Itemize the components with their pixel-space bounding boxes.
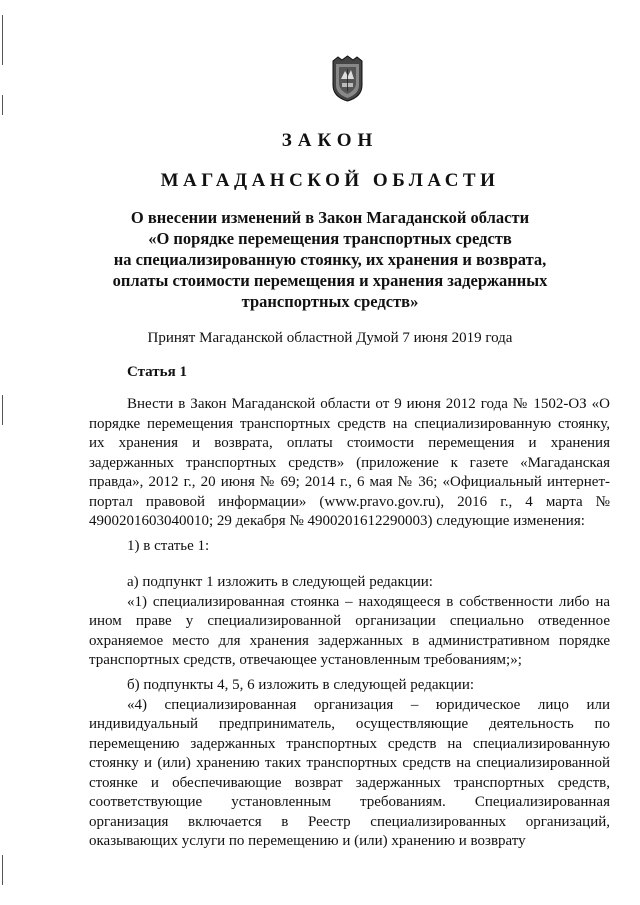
margin-mark: [2, 855, 3, 885]
magadan-coat-of-arms-icon: [330, 55, 365, 102]
subitem-b-block: [89, 676, 610, 852]
region-heading: МАГАДАНСКОЙ ОБЛАСТИ: [160, 170, 500, 191]
intro-paragraph: Внести в Закон Магаданской области от 9 июня 2012 года № 1502-ОЗ «О порядке перемещения транспортных средств на специализированную стоянку, их хранения и возврата, оплаты стоимости перемещения и хранения задержанных транспортных средств» (приложение к газете «Магаданская правда», 2012 г., 20 июня № 69; 2014 г., 6 мая № 36; «Официальный интернет-портал правовой информации» (www.pravo.gov.ru), 2016 г., 4 марта № 4900201603040010; 29 декабря № 4900201612290003) следующие изменения:: [89, 396, 610, 529]
subitem-b-text: «4) специализированная организация – юридическое лицо или индивидуальный предприниматель, осуществляющие деятельность по перемещению задержанных транспортных средств на специализированную стоянку и (или) хранению таких транспортных средств на специализированной стоянке и обеспечивающие возврат задержанных транспортных средств, соответствующие установленным требованиям. Специализированная организация включается в Реестр специализированных организаций, оказывающих услуги по перемещению и (или) хранению и возврату: [89, 696, 610, 849]
margin-mark: [2, 395, 3, 425]
law-title: [0, 207, 640, 312]
margin-mark: [2, 95, 3, 115]
article-heading: Статья 1: [127, 364, 187, 380]
law-title-line: О внесении изменений в Закон Магаданской области: [130, 208, 530, 227]
item-1: 1) в статье 1:: [127, 538, 210, 554]
law-title-line: транспортных средств»: [241, 292, 419, 311]
adoption-line: Принят Магаданской областной Думой 7 июня 2019 года: [147, 330, 513, 346]
margin-mark: [2, 15, 3, 65]
law-heading: ЗАКОН: [281, 130, 379, 151]
law-title-line: на специализированную стоянку, их хранения и возврата,: [113, 250, 547, 269]
law-title-line: «О порядке перемещения транспортных средств: [148, 229, 512, 248]
law-title-line: оплаты стоимости перемещения и хранения задержанных: [112, 271, 548, 290]
subitem-a: а) подпункт 1 изложить в следующей редакции:: [127, 574, 433, 590]
subitem-a-block: [89, 573, 610, 671]
subitem-a-text: «1) специализированная стоянка – находящееся в собственности либо на ином праве у специализированной организации специально отведенное охраняемое место для хранения задержанных в административном порядке транспортных средств, отвечающее установленным требованиям;»;: [89, 593, 610, 668]
subitem-b: б) подпункты 4, 5, 6 изложить в следующей редакции:: [127, 677, 475, 693]
